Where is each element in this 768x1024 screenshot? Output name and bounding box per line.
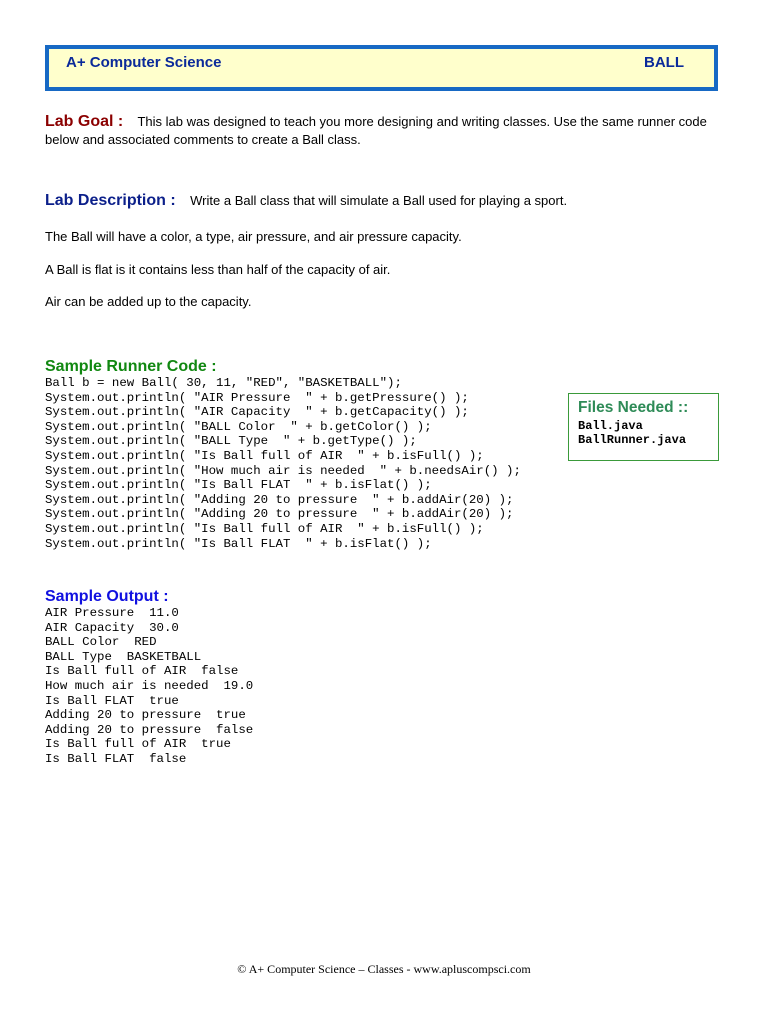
description-paragraph: The Ball will have a color, a type, air pressure, and air pressure capacity. bbox=[45, 229, 462, 244]
sample-output-section bbox=[45, 588, 253, 767]
sample-output-label: Sample Output : bbox=[45, 588, 169, 605]
file-name: BallRunner.java bbox=[578, 433, 687, 447]
files-needed-title: Files Needed :: bbox=[578, 399, 689, 416]
description-paragraph: A Ball is flat is it contains less than half of the capacity of air. bbox=[45, 262, 391, 277]
page-footer: © A+ Computer Science – Classes - www.apluscompsci.com bbox=[237, 962, 531, 976]
description-paragraph: Air can be added up to the capacity. bbox=[45, 294, 252, 309]
lab-description-section bbox=[45, 192, 725, 210]
file-name: Ball.java bbox=[578, 419, 643, 433]
lab-description-text: Write a Ball class that will simulate a Ball used for playing a sport. bbox=[190, 193, 568, 208]
sample-runner-label: Sample Runner Code : bbox=[45, 358, 217, 375]
header-banner bbox=[45, 45, 718, 91]
sample-runner-section bbox=[45, 358, 521, 551]
header-title: A+ Computer Science bbox=[66, 54, 222, 71]
sample-runner-code: Ball b = new Ball( 30, 11, "RED", "BASKETBALL"); System.out.println( "AIR Pressure " + b.getPressure() ); System.out.println( "AIR Capacity " + b.getCapacity() ); System.out.println( "BALL Color " + b.getColor() ); System.out.println( "BALL Type " + b.getType() ); System.out.println( "Is Ball full of AIR " + b.isFull() ); System.out.println( "How much air is needed " + b.needsAir() ); System.out.println( "Is Ball FLAT " + b.isFlat() ); System.out.println( "Adding 20 to pressure " + b.addAir(20) ); System.out.println( "Adding 20 to pressure " + b.addAir(20) ); System.out.println( "Is Ball full of AIR " + b.isFull() ); System.out.println( "Is Ball FLAT " + b.isFlat() ); bbox=[45, 376, 521, 551]
files-needed-box bbox=[568, 393, 719, 461]
lab-goal-section bbox=[45, 113, 725, 149]
sample-output-code: AIR Pressure 11.0 AIR Capacity 30.0 BALL Color RED BALL Type BASKETBALL Is Ball full of AIR false How much air is needed 19.0 Is Ball FLAT true Adding 20 to pressure true Adding 20 to pressure false Is Ball full of AIR true Is Ball FLAT false bbox=[45, 606, 254, 766]
lab-goal-label: Lab Goal : bbox=[45, 113, 124, 130]
lab-goal-text: This lab was designed to teach you more designing and writing classes. Use the same runner code below and associated comments to create a Ball class. bbox=[45, 114, 707, 147]
lab-tag: BALL bbox=[644, 54, 684, 71]
lab-description-label: Lab Description : bbox=[45, 192, 176, 209]
